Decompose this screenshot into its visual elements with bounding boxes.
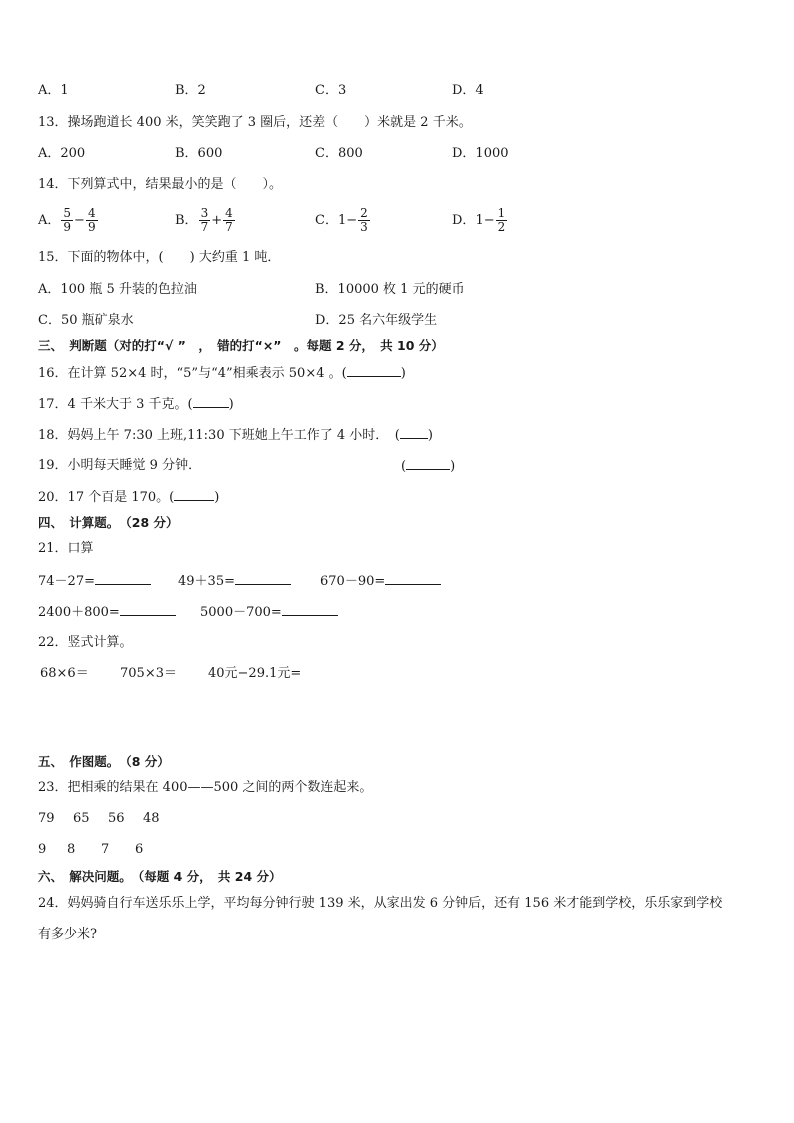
q16-text: 16．在计算 52×4 时，“5”与“4”相乘表示 50×4 。( [38,366,347,381]
q15-option-b: B．10000 枚 1 元的硬币 [315,282,465,297]
q14-b-num1: 3 [200,206,209,220]
q21-expr-4: 2400＋800= [38,605,120,620]
q21-answer-4[interactable] [120,603,176,616]
q14-d-whole: 1 [475,213,484,228]
q21-item-3 [320,572,441,591]
q14-b-den2: 7 [225,220,233,234]
q19 [38,457,201,475]
q23-top-3: 56 [108,811,125,826]
q21-item-4 [38,603,176,622]
q18-answer-blank[interactable] [400,426,428,439]
q19-open-paren: ( [401,459,407,474]
q14-c-den: 3 [360,220,368,234]
q16 [38,364,406,383]
q14-option-d [452,204,508,238]
q14-c-operator: − [346,213,358,228]
q22-title: 22．竖式计算。 [38,635,133,650]
q14-a-operator: − [74,213,85,228]
q12-option-d: D．4 [452,83,484,98]
q14-a-label: A． [38,213,61,228]
q23-bottom-4: 6 [135,842,144,857]
q21-answer-2[interactable] [235,572,291,585]
q20 [38,488,219,507]
q12-option-c: C．3 [315,83,347,98]
q14-d-operator: − [483,213,495,228]
q14-c-fraction [358,207,370,234]
q23-top-2: 65 [73,811,90,826]
q18-text: 18．妈妈上午 7:30 上班,11:30 下班她上午工作了 4 小时． ( [38,428,400,443]
q24-line-2: 有多少米? [38,927,97,942]
q14-c-num: 2 [360,206,368,220]
q15-option-c: C．50 瓶矿泉水 [38,313,134,328]
q18 [38,426,433,445]
q21-expr-1: 74－27= [38,574,95,589]
q14-c-label: C． [315,213,338,228]
q22-item-1: 68×6＝ [40,666,89,681]
q23-bottom-2: 8 [67,842,76,857]
q15-option-d: D．25 名六年级学生 [315,313,438,328]
q13-stem: 13．操场跑道长 400 米，笑笑跑了 3 圈后，还差（ ）米就是 2 千米。 [38,115,472,130]
q15-stem: 15．下面的物体中，( ) 大约重 1 吨． [38,250,281,265]
q20-close-paren: ) [214,490,220,505]
q19-answer-blank[interactable] [406,457,450,470]
q21-expr-3: 670－90= [320,574,386,589]
q14-a-fraction-1 [61,207,73,234]
q14-b-num2: 4 [225,206,233,220]
q23-top-4: 48 [143,811,160,826]
q20-text: 20．17 个百是 170。( [38,490,175,505]
q23-bottom-3: 7 [101,842,110,857]
q21-item-2 [178,572,291,591]
q18-close-paren: ) [427,428,433,443]
q16-close-paren: ) [400,366,406,381]
q16-answer-blank[interactable] [347,364,401,377]
q14-d-label: D． [452,213,476,228]
q14-a-den2: 9 [87,220,96,234]
section-4-heading: 四、 计算题。 （28 分） [38,515,179,530]
q22-item-3: 40元−29.1元= [208,666,302,681]
q14-a-fraction-2 [86,207,98,234]
q21-answer-3[interactable] [385,572,441,585]
q23-bottom-1: 9 [38,842,47,857]
q23-stem: 23．把相乘的结果在 400——500 之间的两个数连起来。 [38,780,373,795]
q17-text: 17．4 千米大于 3 千克。( [38,397,193,412]
q22-item-2: 705×3＝ [120,666,177,681]
q14-stem: 14．下列算式中，结果最小的是（ ）。 [38,177,283,192]
q14-b-operator: + [211,213,223,228]
q13-option-a: A．200 [38,146,86,161]
q15-option-a: A．100 瓶 5 升装的色拉油 [38,282,197,297]
q21-answer-5[interactable] [282,603,338,616]
q12-option-b: B．2 [175,83,206,98]
q21-item-1 [38,572,151,591]
section-6-heading: 六、 解决问题。 （每题 4 分， 共 24 分） [38,869,282,884]
q19-close-paren: ) [450,459,456,474]
q14-a-num2: 4 [87,206,96,220]
q14-b-fraction-1 [199,207,211,234]
q17-close-paren: ) [228,397,234,412]
q14-b-fraction-2 [223,207,235,234]
q23-top-1: 79 [38,811,55,826]
q14-d-den: 2 [497,220,506,234]
q14-a-num1: 5 [63,206,72,220]
q13-option-c: C．800 [315,146,363,161]
section-5-heading: 五、 作图题。 （8 分） [38,754,170,769]
q14-option-a [38,204,99,238]
q21-expr-5: 5000－700= [200,605,282,620]
q14-b-label: B． [175,213,198,228]
q19-text: 19．小明每天睡觉 9 分钟． [38,458,202,473]
q21-expr-2: 49＋35= [178,574,235,589]
q17 [38,395,234,414]
q21-item-5 [200,603,338,622]
q14-a-den1: 9 [63,220,72,234]
q14-option-b [175,204,236,238]
q12-option-a: A．1 [38,83,69,98]
q13-option-d: D．1000 [452,146,509,161]
section-3-heading: 三、 判断题（对的打“√ ” ， 错的打“×” 。每题 2 分， 共 10 分） [38,338,444,353]
q24-line-1: 24．妈妈骑自行车送乐乐上学，平均每分钟行驶 139 米，从家出发 6 分钟后，还有 156 米才能到学校，乐乐家到学校 [38,896,723,911]
q20-answer-blank[interactable] [174,488,214,501]
q19-answer [401,457,455,476]
q17-answer-blank[interactable] [193,395,229,408]
q21-title: 21．口算 [38,541,94,556]
q14-d-fraction [496,207,508,234]
q14-c-whole: 1 [337,213,347,228]
q14-option-c [315,204,371,238]
q14-d-num: 1 [497,206,506,220]
q14-b-den1: 7 [200,220,209,234]
q21-answer-1[interactable] [95,572,151,585]
q13-option-b: B．600 [175,146,223,161]
